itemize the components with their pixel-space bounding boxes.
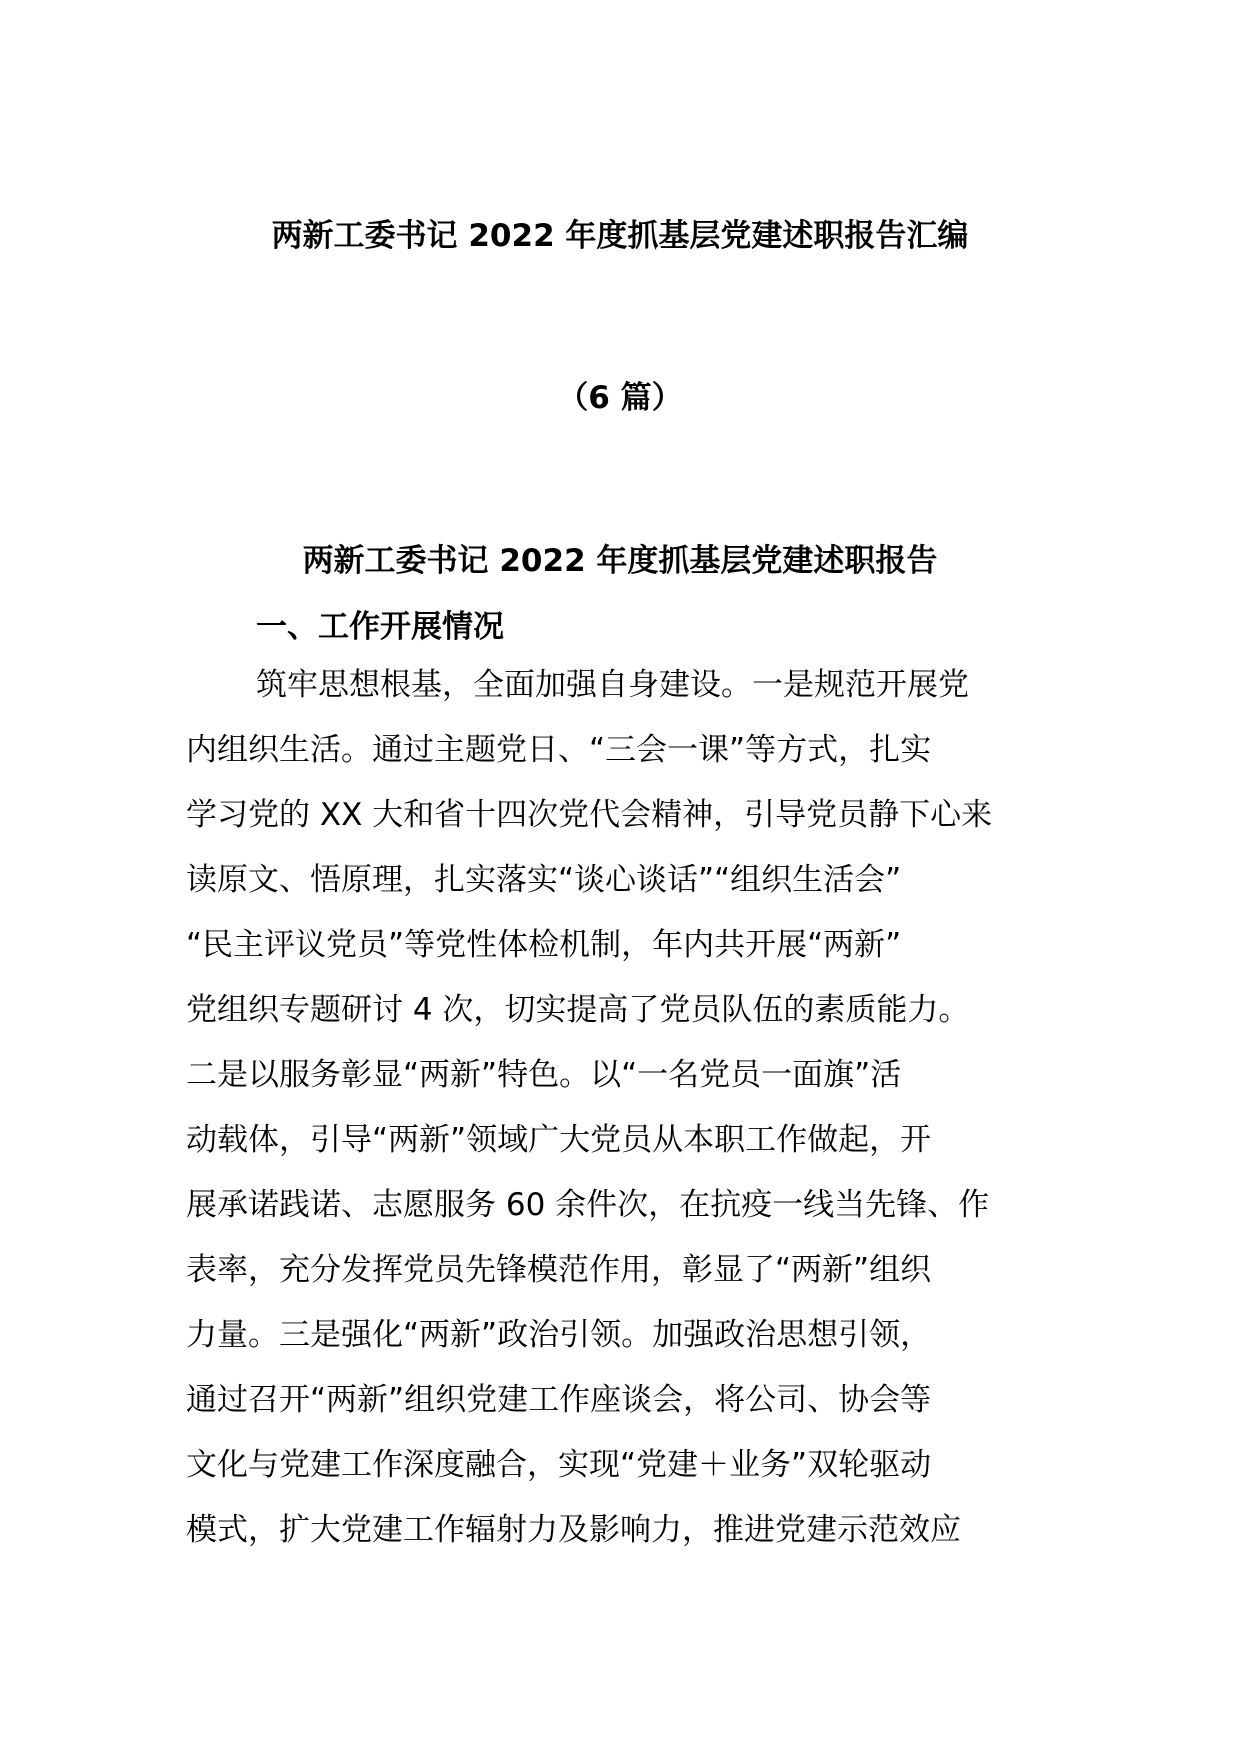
report-title: 两新工委书记 2022 年度抓基层党建述职报告 [302, 543, 938, 579]
document-count: （6 篇） [557, 380, 683, 416]
body-line: 内组织生活。通过主题党日、“三会一课”等方式，扎实 [186, 732, 932, 768]
body-line: 表率，充分发挥党员先锋模范作用，彰显了“两新”组织 [186, 1252, 932, 1288]
body-line: “民主评议党员”等党性体检机制，年内共开展“两新” [186, 927, 902, 963]
body-line: 筑牢思想根基，全面加强自身建设。一是规范开展党 [256, 667, 969, 703]
body-line: 动载体，引导“两新”领域广大党员从本职工作做起，开 [186, 1122, 932, 1158]
document-title: 两新工委书记 2022 年度抓基层党建述职报告汇编 [271, 218, 969, 254]
body-line: 读原文、悟原理，扎实落实“谈心谈话”“组织生活会” [186, 862, 902, 898]
body-line: 模式，扩大党建工作辐射力及影响力，推进党建示范效应 [186, 1512, 961, 1548]
body-line: 党组织专题研讨 4 次，切实提高了党员队伍的素质能力。 [186, 992, 970, 1028]
body-line: 学习党的 XX 大和省十四次党代会精神，引导党员静下心来 [186, 797, 993, 833]
body-line: 文化与党建工作深度融合，实现“党建＋业务”双轮驱动 [186, 1447, 932, 1483]
body-line: 通过召开“两新”组织党建工作座谈会，将公司、协会等 [186, 1382, 932, 1418]
body-line: 展承诺践诺、志愿服务 60 余件次，在抗疫一线当先锋、作 [186, 1187, 990, 1223]
body-line: 二是以服务彰显“两新”特色。以“一名党员一面旗”活 [186, 1057, 902, 1093]
body-line: 力量。三是强化“两新”政治引领。加强政治思想引领， [186, 1317, 932, 1353]
section-heading: 一、工作开展情况 [256, 609, 504, 645]
